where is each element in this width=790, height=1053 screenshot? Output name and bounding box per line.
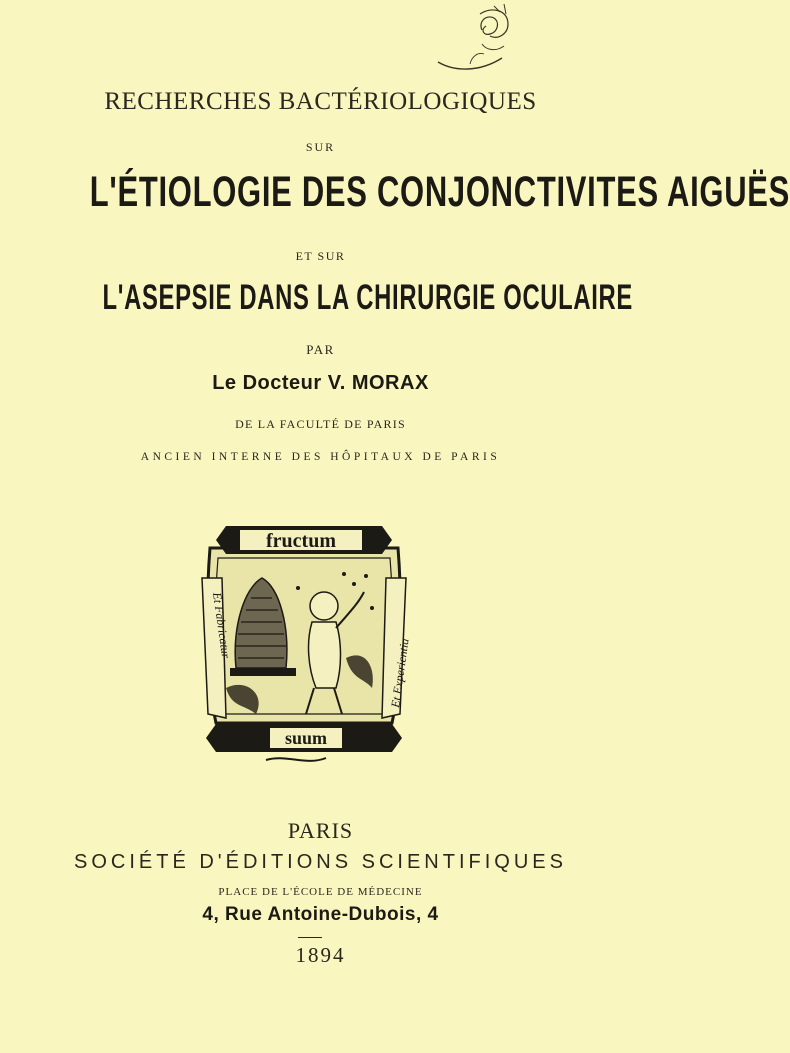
author-affiliation: DE LA FACULTÉ DE PARIS (235, 417, 406, 431)
library-stamp-icon (420, 0, 520, 80)
publisher-name: SOCIÉTÉ D'ÉDITIONS SCIENTIFIQUES (74, 851, 567, 873)
subject-title-1: L'ÉTIOLOGIE DES CONJONCTIVITES AIGUËS (89, 168, 790, 216)
author-name: Le Docteur V. MORAX (212, 372, 429, 394)
motto-top: fructum (266, 530, 336, 552)
motto-right: Et Experientia (388, 637, 412, 709)
author-former-position: ANCIEN INTERNE DES HÔPITAUX DE PARIS (140, 451, 501, 463)
connector-sur: SUR (305, 140, 336, 154)
motto-bottom: suum (284, 728, 328, 748)
publication-year: 1894 (295, 943, 346, 967)
title-line-1: RECHERCHES BACTÉRIOLOGIQUES (104, 88, 537, 115)
divider (298, 937, 322, 938)
motto-left: Et Fabricatur (210, 591, 234, 660)
publisher-device-icon (196, 518, 412, 768)
connector-et-sur: ET SUR (295, 249, 346, 263)
subject-title-2: L'ASEPSIE DANS LA CHIRURGIE OCULAIRE (102, 278, 633, 317)
publisher-place: PLACE DE L'ÉCOLE DE MÉDECINE (218, 886, 423, 898)
publisher-address: 4, Rue Antoine-Dubois, 4 (202, 904, 439, 925)
connector-par: PAR (306, 342, 335, 357)
publication-city: PARIS (287, 818, 354, 843)
